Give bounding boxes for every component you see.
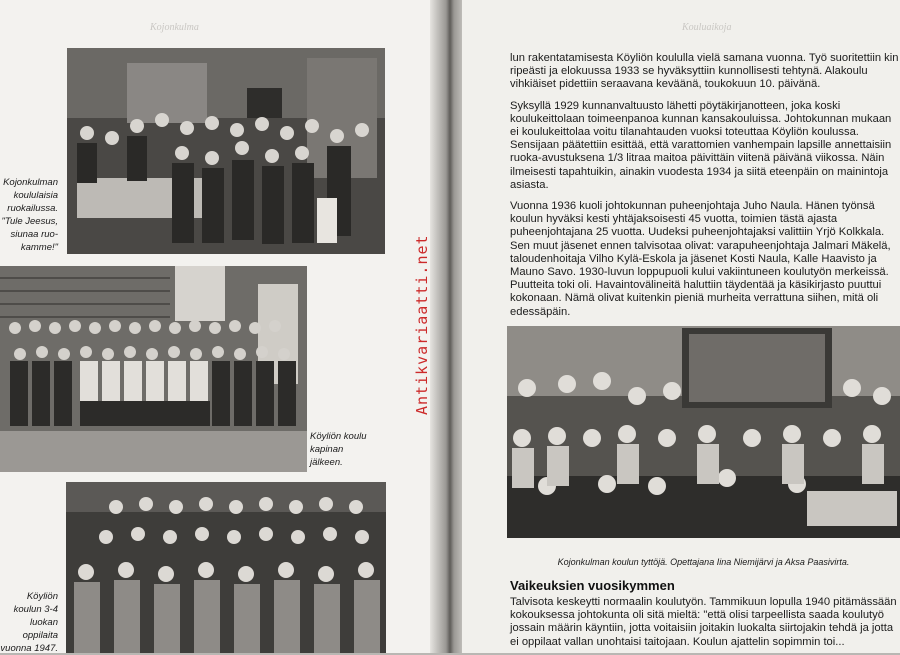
watermark	[385, 234, 431, 420]
caption-line: luokan	[30, 617, 58, 628]
girls-photo-caption: Kojonkulman koulun tyttöjä. Opettajana Iina Niemijärvi ja Aksa Paasivirta.	[557, 557, 850, 567]
body-text-bottom	[510, 596, 900, 653]
caption-line: kamme!"	[20, 242, 58, 253]
class-3-4-caption	[0, 590, 58, 655]
paragraph: Vuonna 1936 kuoli johtokunnan puheenjohtaja Juho Naula. Hänen työnsä koulun hyväksi kesti yhtäjaksoisesti 45 vuotta, toimien tästä ajasta puheenjohtajana 25 vuotta. Uudeksi puheenjohtajaksi valittiin Yrjö Kolkkala. Sen muut jäsenet ennen talvisotaa olivat: varapuheenjohtaja Jalmari Mäkelä, taloudenhoitaja Vilho Kylä-Eskola ja jäsenet Kosti Naula, Kalle Haavisto ja Mauno Savo. 1930-luvun loppupuoli kului vakiintuneen koulutyön merkeissä. Puutteita toki oli. Havaintovälineitä haluttiin täydentää ja käsikirjasto puuttui kokonaan. Nämä olivat kuitenkin pieniä murheita verrattuna siihen, mitä oli edessäpäin.	[510, 200, 891, 318]
running-head-right: Kouluaikoja	[682, 22, 732, 33]
caption-line: koululaisia	[13, 190, 58, 201]
caption-line: Köyliön koulu	[310, 431, 367, 442]
class-3-4-photo	[66, 482, 386, 653]
paragraph: lun rakentatamisesta Köyliön koululla vielä samana vuonna. Työ suoritettiin kin ripeästi ja elokuussa 1933 se hyväksyttiin kunnollisesti tehtynä. Alakoulu vihkiäiset pidettiin seraavana keväänä, toukokuun 10. päivänä.	[510, 52, 899, 91]
running-head-left: Kojonkulma	[150, 22, 199, 33]
caption-line: ruokailussa.	[7, 203, 58, 214]
school-lunch-caption	[0, 176, 58, 254]
koylio-school-caption	[310, 430, 382, 469]
paragraph: Talvisota keskeytti normaalin koulutyön. Tammikuun lopulla 1940 pitämässään kokouksessa johtokunta oli sitä mieltä: "että olisi tarpeellista saada koulutyö jossain määrin käyntiin, jotta voitaisiin joitakin luokalta siirtojakin tehdä ja jotta ei oppilaat vallan unohtaisi taitojaan. Koulun ajattelin sopimmin toi...	[510, 596, 897, 648]
caption-line: oppilaita	[22, 630, 58, 641]
body-text-top	[510, 52, 900, 318]
caption-line: siunaa ruo-	[10, 229, 58, 240]
caption-line: Köyliön	[26, 591, 58, 602]
koylio-school-group-photo	[0, 266, 307, 472]
caption-line: jälkeen.	[310, 457, 343, 468]
caption-line: koulun 3-4	[13, 604, 58, 615]
school-lunch-photo	[67, 48, 385, 254]
watermark-text: Antikvariaatti.net	[413, 234, 431, 415]
girls-handicraft-photo	[507, 326, 900, 538]
section-heading: Vaikeuksien vuosikymmen	[510, 578, 675, 593]
paragraph: Syksyllä 1929 kunnanvaltuusto lähetti pöytäkirjanotteen, joka koski koulukeittolaan toimeenpanoa kunnan kansakouluissa. Johtokunnan mukaan ei koulukeittolaa voitu tilanahtauden vuoksi toteuttaa Köyliön koulussa. Sensijaan päätettiin esittää, että varattomien vanhempain lapsille annettaisiin ruoka-avustuksena 1/3 litraa maitoa päivittäin viitenä päivänä viikossa. Näin ilmeisesti tapahtuikin, ainakin vuodesta 1934 ja siitä eteenpäin on mainintoja asiasta.	[510, 99, 892, 191]
caption-line: Kojonkulman	[3, 177, 58, 188]
caption-line: "Tule Jeesus,	[1, 216, 58, 227]
caption-line: kapinan	[310, 444, 344, 455]
caption-line: vuonna 1947.	[0, 643, 58, 654]
